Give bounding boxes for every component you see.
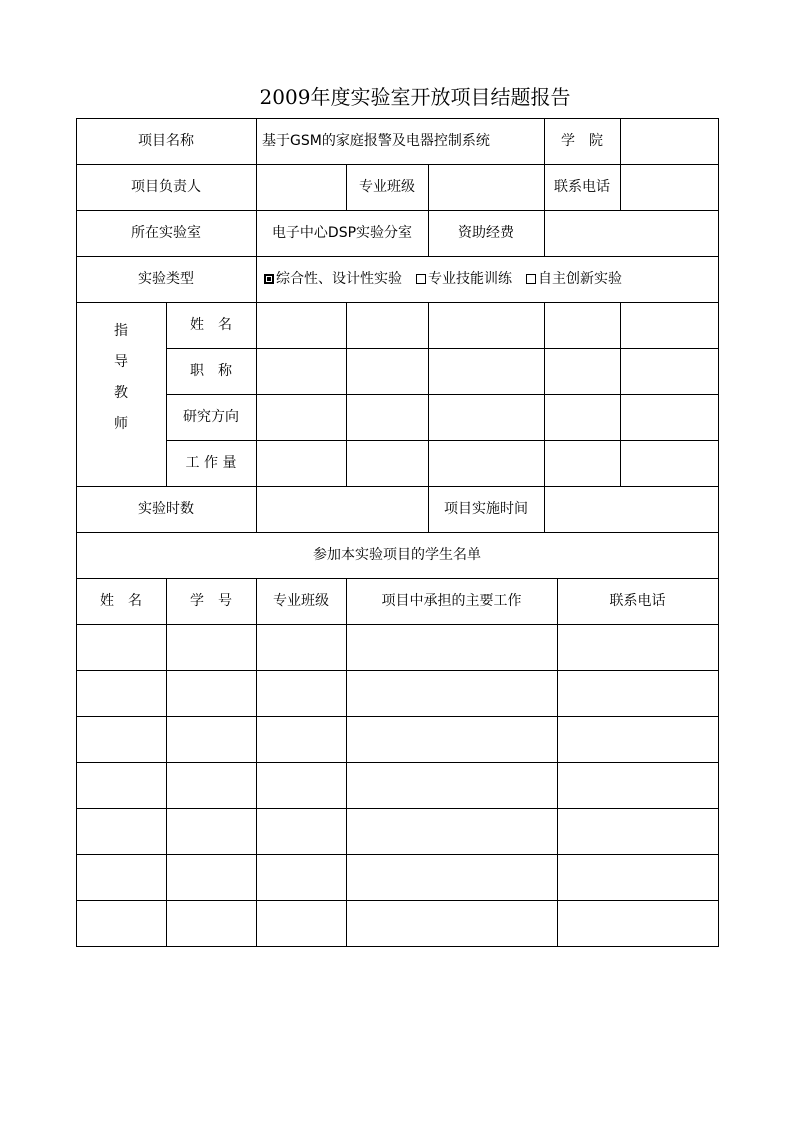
experiment-type-option-skills[interactable] [416,272,512,286]
funding-label: 资助经费 [458,225,514,241]
contact-phone-field[interactable] [620,164,718,210]
project-leader-field[interactable] [256,164,346,210]
student-major-header: 专业班级 [273,593,329,609]
student-list-title: 参加本实验项目的学生名单 [313,547,481,563]
college-field[interactable] [620,118,718,164]
student-name-header: 姓 名 [100,593,142,609]
student-work-header: 项目中承担的主要工作 [381,593,522,609]
implementation-time-label: 项目实施时间 [444,501,528,517]
advisor-label-char: 指 [114,323,128,339]
funding-field[interactable] [544,210,718,256]
college-label: 学 院 [561,133,603,149]
project-leader-label: 项目负责人 [131,179,201,195]
option-label: 专业技能训练 [428,271,512,287]
student-phone-header: 联系电话 [609,593,666,609]
experiment-type-options [256,256,718,302]
experiment-type-label: 实验类型 [138,271,194,287]
advisor-label-char: 教 [114,385,128,401]
checkbox-checked-icon[interactable] [264,274,274,284]
advisor-label-char: 师 [114,416,128,432]
lab-label: 所在实验室 [131,225,201,241]
lab-field[interactable]: 电子中心DSP实验分室 [271,225,413,241]
experiment-hours-label: 实验时数 [138,501,194,517]
advisor-research-label: 研究方向 [183,409,239,425]
major-class-field[interactable] [428,164,544,210]
page-title: 2009年度实验室开放项目结题报告 [259,85,571,109]
experiment-hours-field[interactable] [256,486,428,532]
checkbox-icon[interactable] [416,274,426,284]
experiment-type-option-innovation[interactable] [526,272,622,286]
advisor-label-char: 导 [114,354,128,370]
option-label: 自主创新实验 [538,271,622,287]
project-name-field[interactable]: 基于GSM的家庭报警及电器控制系统 [262,133,490,149]
checkbox-icon[interactable] [526,274,536,284]
advisor-workload-label: 工 作 量 [185,455,237,471]
option-label: 综合性、设计性实验 [276,271,402,287]
contact-phone-label: 联系电话 [554,179,610,195]
major-class-label: 专业班级 [359,179,415,195]
project-name-label: 项目名称 [138,133,194,149]
student-id-header: 学 号 [190,593,232,609]
experiment-type-option-comprehensive[interactable] [264,272,402,286]
advisor-title-label: 职 称 [190,363,232,379]
implementation-time-field[interactable] [544,486,718,532]
advisor-name-label: 姓 名 [190,317,232,333]
advisor-group-label [76,316,166,440]
